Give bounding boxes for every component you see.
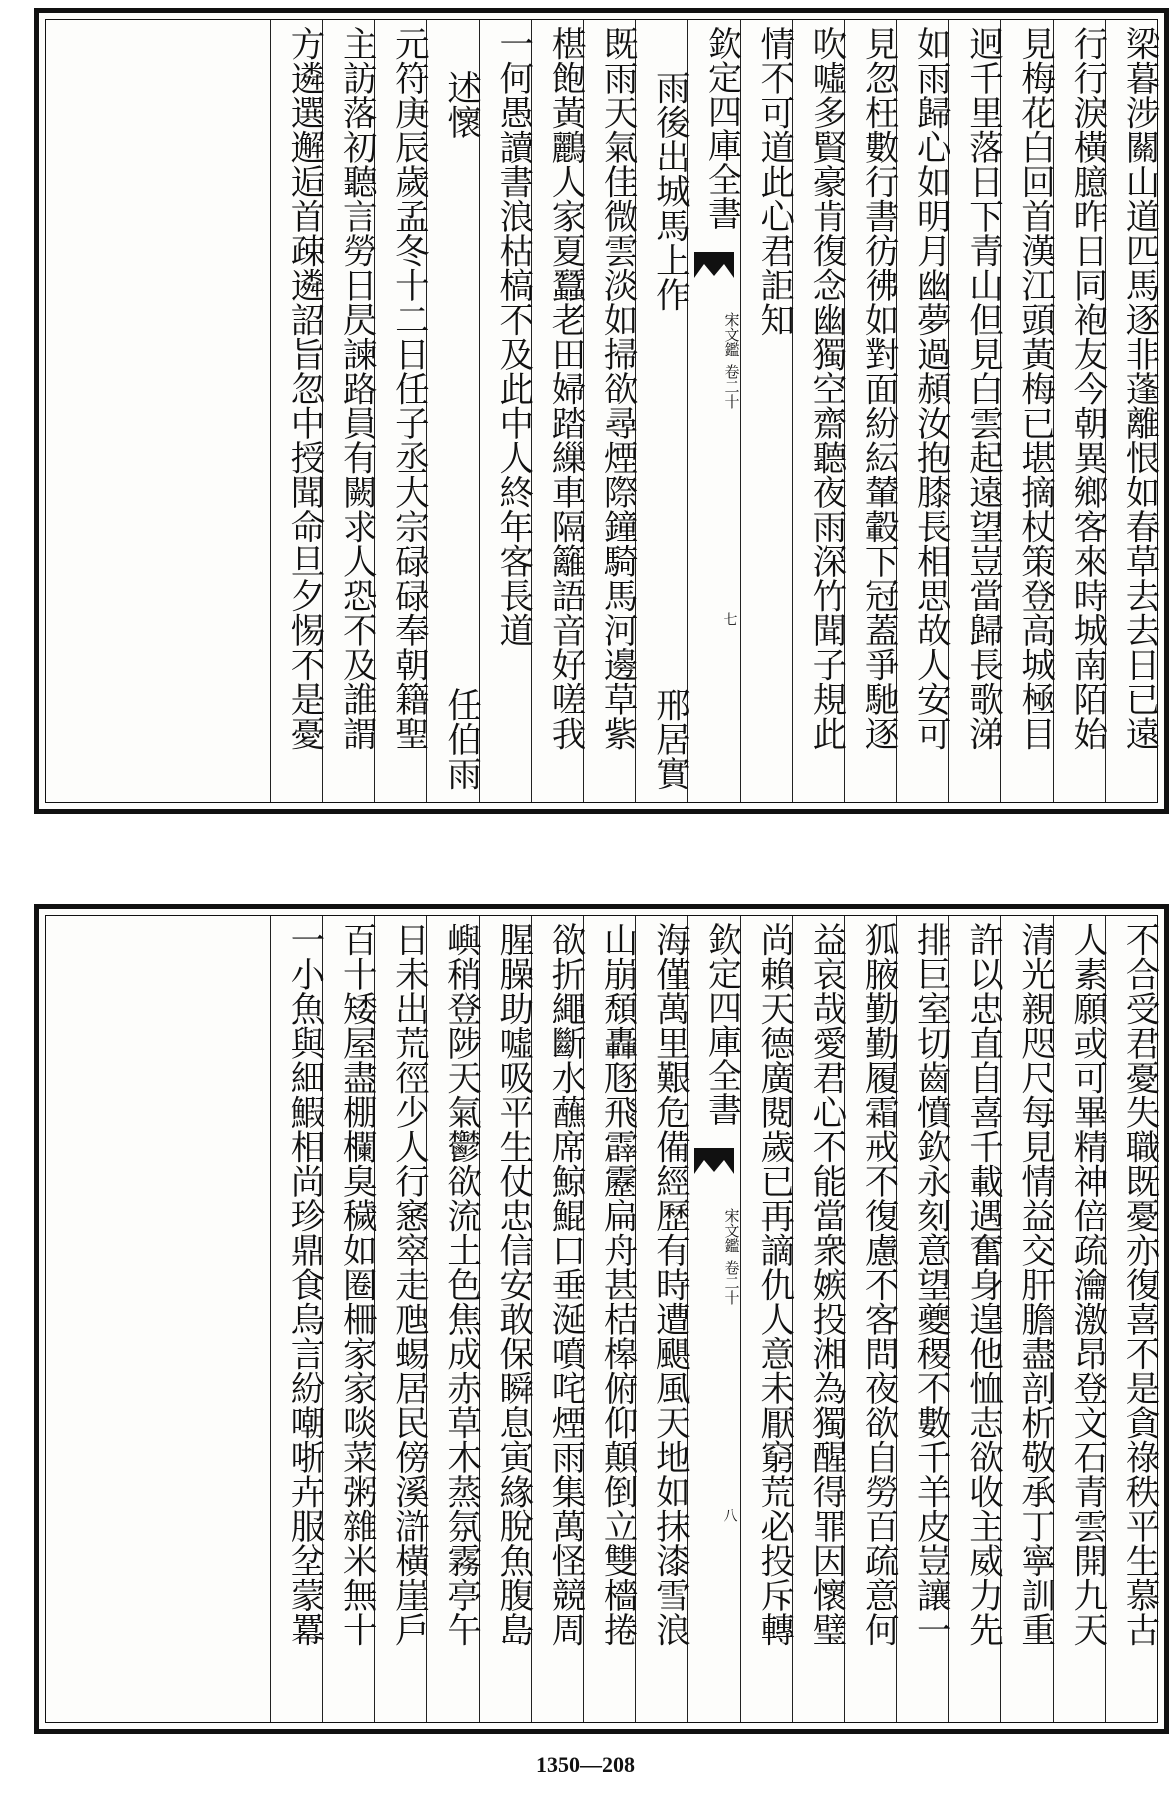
column-text: 益哀哉愛君心不能當衆嫉投湘為獨醒得罪因懷璧 — [805, 922, 846, 1647]
column-text: 日未出荒徑少人行窸窣走虺蜴居民傍溪滸橫崖戶 — [388, 922, 429, 1647]
text-column — [270, 916, 322, 1722]
text-column — [948, 20, 1003, 802]
text-column — [270, 20, 322, 802]
column-text: 許以忠直自喜千載遇奮身遑他恤志欲收主威力先 — [962, 922, 1003, 1647]
text-column — [1053, 916, 1105, 1722]
text-column — [740, 916, 792, 1722]
column-text: 主訪落初聽言勞日昃諫路員有闕求人恐不及誰謂 — [336, 26, 377, 751]
column-text: 排巨室切齒憤欽永刻意望夔稷不數千羊皮豈讓一 — [910, 922, 951, 1647]
text-column — [896, 916, 951, 1722]
text-column — [531, 916, 583, 1722]
column-text: 不合受君憂失職既憂亦復喜不是貪祿秩平生慕古 — [1119, 922, 1159, 1647]
volume-number: 卷二十 — [722, 1260, 741, 1305]
column-text: 尚賴天德廣閱歲已再謫仇人意未厭窮荒必投斥轉 — [753, 922, 794, 1647]
column-text: 椹飽黃鸝人家夏蠶老田婦踏繅車隔籬語音好嗟我 — [544, 26, 585, 751]
text-column — [1053, 20, 1105, 802]
text-column — [1105, 20, 1157, 802]
bottom-page-frame — [45, 915, 1158, 1723]
text-column — [635, 916, 690, 1722]
column-text: 百十矮屋盡棚欄臭穢如圈柵家家啖菜粥雜米無十 — [336, 922, 377, 1647]
leaf-number: 七 — [721, 612, 738, 626]
poem-title: 雨後出城馬上作 — [649, 70, 690, 312]
fish-tail-mark-icon — [694, 252, 734, 278]
column-text: 見忽枉數行書彷彿如對面紛紜輦轂下冠蓋爭馳逐 — [858, 26, 899, 751]
text-column — [1105, 916, 1157, 1722]
poem-title-column — [635, 20, 690, 802]
page-number: 1350—208 — [536, 1752, 635, 1777]
column-text: 海僅萬里艱危備經歷有時遭颶風天地如抹漆雪浪 — [649, 922, 690, 1647]
bottom-columns — [270, 916, 1157, 1722]
library-title: 欽定四庫全書 — [701, 26, 742, 230]
leaf-number: 八 — [721, 1508, 738, 1522]
column-text: 一何愚讀書浪枯槁不及此中人終年客長道 — [492, 26, 533, 647]
column-text: 元符庚辰歲孟冬十二日任子丞大宗碌碌奉朝籍聖 — [388, 26, 429, 751]
column-text: 狐腋勤勤履霜戒不復慮不客問夜欲自勞百疏意何 — [858, 922, 899, 1647]
poem-title-column — [426, 20, 481, 802]
bottom-page — [34, 904, 1169, 1734]
text-column — [479, 916, 531, 1722]
text-column — [322, 20, 377, 802]
text-column — [896, 20, 951, 802]
column-text: 人素願或可畢精神倍疏瀹激昂登文石青雲開九天 — [1066, 922, 1107, 1647]
volume-number: 卷二十 — [722, 364, 741, 409]
book-title: 宋文鑑 — [722, 1208, 741, 1253]
text-column — [531, 20, 583, 802]
text-column — [740, 20, 792, 802]
column-text: 山崩頹轟豗飛霹靂扁舟甚桔槔俯仰顛倒立雙檣捲 — [597, 922, 638, 1647]
library-title: 欽定四庫全書 — [701, 922, 742, 1126]
column-text: 迥千里落日下青山但見白雲起遠望豈當歸長歌涕 — [962, 26, 1003, 751]
text-column — [792, 916, 844, 1722]
text-column — [844, 20, 899, 802]
column-text: 嶼稍登陟天氣鬱欲流土色焦成赤草木蒸氛霧亭午 — [440, 922, 481, 1647]
column-text: 見梅花白回首漢江頭黃梅已堪摘杖策登高城極目 — [1014, 26, 1055, 751]
text-column — [1000, 20, 1055, 802]
column-text: 既雨天氣佳微雲淡如掃欲尋煙際鐘騎馬河邊草紫 — [597, 26, 638, 751]
center-fold — [687, 916, 742, 1722]
text-column — [322, 916, 377, 1722]
text-column — [374, 20, 429, 802]
text-column — [583, 916, 638, 1722]
fish-tail-mark-icon — [694, 1148, 734, 1174]
column-text: 如雨歸心如明月幽夢過頳汝抱膝長相思故人安可 — [910, 26, 951, 751]
column-text: 行行淚橫臆昨日同袍友今朝異鄉客來時城南陌始 — [1066, 26, 1107, 751]
column-text: 腥臊助噓吸平生仗忠信安敢保瞬息寅緣脫魚腹島 — [492, 922, 533, 1647]
text-column — [374, 916, 429, 1722]
column-text: 吹噓多賢豪肯復念幽獨空齋聽夜雨深竹聞子規此 — [805, 26, 846, 751]
top-page-frame — [45, 19, 1158, 803]
column-text: 梁暮涉關山道匹馬逐非蓬離恨如春草去去日已遠 — [1119, 26, 1159, 751]
column-text: 方遴選邂逅首疎遴詔旨忽中授聞命旦夕惕不是憂 — [284, 26, 324, 751]
book-title: 宋文鑑 — [722, 312, 741, 357]
text-column — [583, 20, 638, 802]
text-column — [426, 916, 481, 1722]
column-text: 情不可道此心君詎知 — [753, 26, 794, 337]
poem-title: 述懷 — [440, 70, 481, 139]
column-text: 清光親咫尺每見情益交肝膽盡剖析敬承丁寧訓重 — [1014, 922, 1055, 1647]
column-text: 一小魚與細鰕相尚珍鼎食烏言紛嘲哳卉服坌蒙羃 — [284, 922, 324, 1647]
top-page — [34, 8, 1169, 814]
text-column — [1000, 916, 1055, 1722]
text-column — [948, 916, 1003, 1722]
column-text: 欲折繩斷水蘸席鯨鯤口垂涎噴咤煙雨集萬怪競周 — [544, 922, 585, 1647]
text-column — [479, 20, 531, 802]
top-columns — [270, 20, 1157, 802]
poem-author: 任伯雨 — [440, 686, 481, 790]
text-column — [792, 20, 844, 802]
text-column — [844, 916, 899, 1722]
center-fold — [687, 20, 742, 802]
poem-author: 邢居實 — [649, 686, 690, 790]
